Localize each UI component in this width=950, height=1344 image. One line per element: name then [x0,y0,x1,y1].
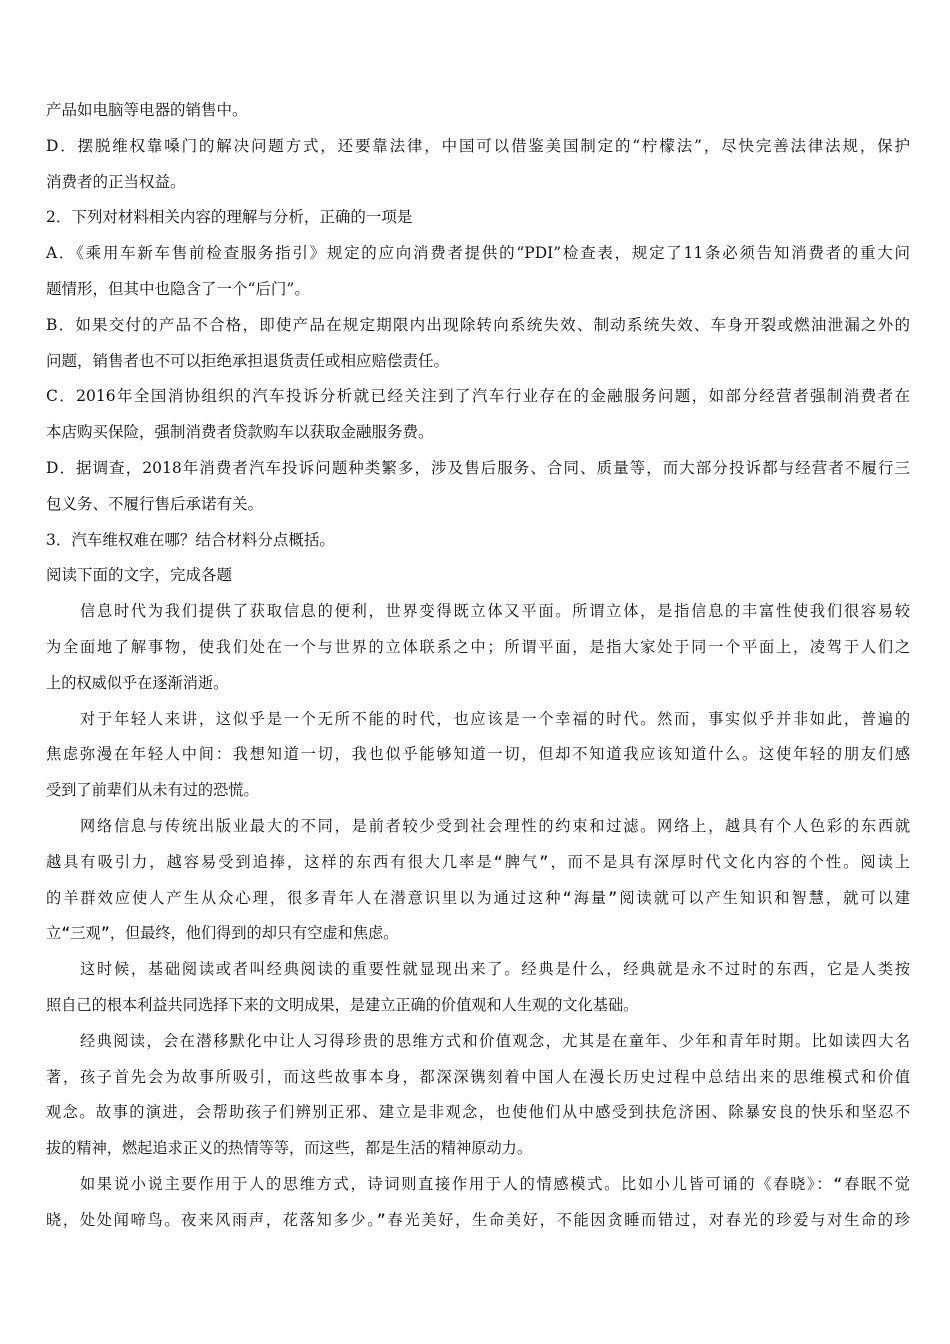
text-line: 受到了前辈们从未有过的恐慌。 [46,781,259,800]
text-line: 照自己的根本利益共同选择下来的文明成果，是建立正确的价值观和人生观的文化基础。 [46,995,639,1014]
text-line: 问题，销售者也不可以拒绝承担退货责任或相应赔偿责任。 [46,351,450,370]
text-line: 著，孩子首先会为故事所吸引，而这些故事本身，都深深镌刻着中国人在漫长历史过程中总结出来的思维模式和价值 [46,1067,910,1086]
text-line: 2．下列对材料相关内容的理解与分析，正确的一项是 [46,208,413,227]
text-line: 拔的精神，燃起追求正义的热情等等，而这些，都是生活的精神原动力。 [46,1139,532,1158]
text-line: 这时候，基础阅读或者叫经典阅读的重要性就显现出来了。经典是什么，经典就是永不过时的东西，它是人类按 [80,960,910,979]
text-line: 晓，处处闻啼鸟。夜来风雨声，花落知多少。”春光美好，生命美好，不能因贪睡而错过，对春光的珍爱与对生命的珍 [46,1210,910,1229]
text-line: 的羊群效应使人产生从众心理，很多青年人在潜意识里以为通过这种“海量”阅读就可以产生知识和智慧，就可以建 [46,888,910,907]
text-line: 网络信息与传统出版业最大的不同，是前者较少受到社会理性的约束和过滤。网络上，越具有个人色彩的东西就 [80,816,910,835]
text-line: 上的权威似乎在逐渐消逝。 [46,673,229,692]
text-line: 产品如电脑等电器的销售中。 [46,101,248,119]
text-line: D．摆脱维权靠嗓门的解决问题方式，还要靠法律，中国可以借鉴美国制定的“柠檬法”，尽快完善法律法规，保护 [46,136,910,155]
text-line: 经典阅读，会在潜移默化中让人习得珍贵的思维方式和价值观念，尤其是在童年、少年和青年时期。比如读四大名 [80,1031,910,1050]
text-line: 3．汽车维权难在哪？结合材料分点概括。 [46,530,335,549]
text-line: D．据调查，2018年消费者汽车投诉问题种类繁多，涉及售后服务、合同、质量等，而大部分投诉都与经营者不履行三 [46,458,910,477]
text-line: 阅读下面的文字，完成各题 [46,566,233,585]
text-line: 题情形，但其中也隐含了一个“后门”。 [46,279,310,298]
text-line: 消费者的正当权益。 [46,172,186,191]
text-line: 越具有吸引力，越容易受到追捧，这样的东西有很大几率是“脾气”，而不是具有深厚时代文化内容的个性。阅读上 [46,852,910,871]
text-line: B．如果交付的产品不合格，即使产品在规定期限内出现除转向系统失效、制动系统失效、车身开裂或燃油泄漏之外的 [46,315,910,334]
document-page [46,93,910,1239]
text-line: 信息时代为我们提供了获取信息的便利，世界变得既立体又平面。所谓立体，是指信息的丰富性使我们很容易较 [80,602,910,621]
text-line: 本店购买保险，强制消费者贷款购车以获取金融服务费。 [46,423,434,442]
text-line: 焦虑弥漫在年轻人中间：我想知道一切，我也似乎能够知道一切，但却不知道我应该知道什么。这使年轻的朋友们感 [46,745,910,764]
text-line: 对于年轻人来讲，这似乎是一个无所不能的时代，也应该是一个幸福的时代。然而，事实似乎并非如此，普遍的 [80,709,910,728]
text-line: 观念。故事的演进，会帮助孩子们辨别正邪、建立是非观念，也使他们从中感受到扶危济困、除暴安良的快乐和坚忍不 [46,1103,910,1122]
text-line: A．《乘用车新车售前检查服务指引》规定的应向消费者提供的“PDI”检查表，规定了11条必须告知消费者的重大问 [46,244,910,263]
text-line: 如果说小说主要作用于人的思维方式，诗词则直接作用于人的情感模式。比如小儿皆可诵的《春晓》：“春眠不觉 [80,1174,910,1193]
text-line: C．2016年全国消协组织的汽车投诉分析就已经关注到了汽车行业存在的金融服务问题，如部分经营者强制消费者在 [46,387,910,406]
text-line: 为全面地了解事物，使我们处在一个与世界的立体联系之中；所谓平面，是指大家处于同一个平面上，凌驾于人们之 [46,637,910,656]
text-line: 包义务、不履行售后承诺有关。 [46,494,264,513]
text-line: 立“三观”，但最终，他们得到的却只有空虚和焦虑。 [46,924,399,943]
